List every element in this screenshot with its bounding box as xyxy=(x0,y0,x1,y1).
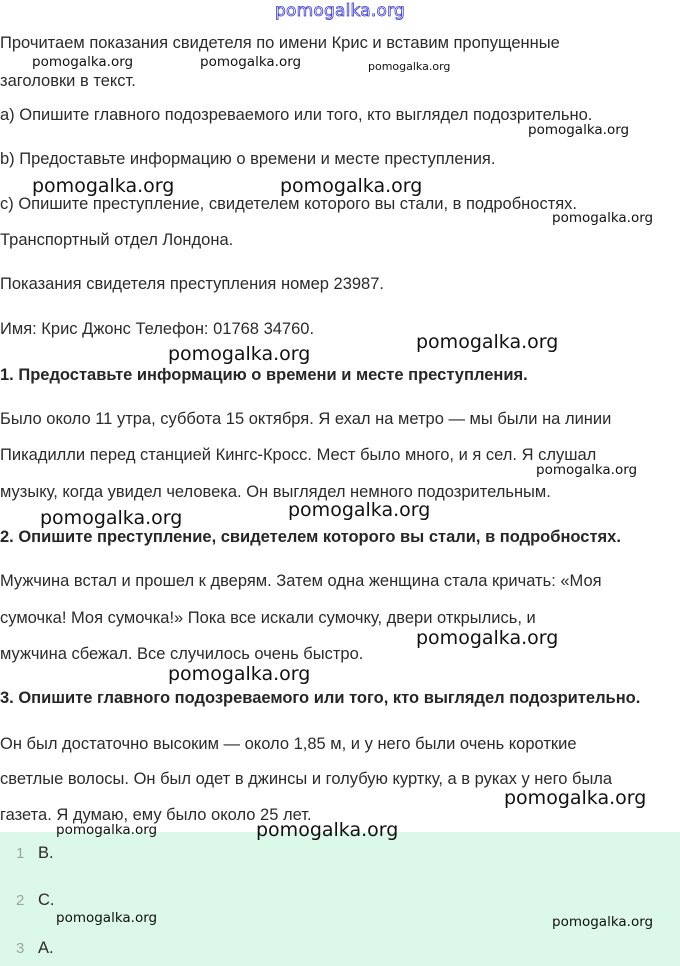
watermark: pomogalka.org xyxy=(200,54,302,70)
answer-row xyxy=(16,890,55,911)
watermark: pomogalka.org xyxy=(416,627,559,649)
watermark: pomogalka.org xyxy=(256,819,399,841)
section-1-line-1: Было около 11 утра, суббота 15 октября. Я ехал на метро — мы были на линии xyxy=(0,410,612,428)
watermark: pomogalka.org xyxy=(32,175,175,197)
watermark: pomogalka.org xyxy=(288,499,431,521)
section-3-line-2: светлые волосы. Он был одет в джинсы и голубую куртку, а в руках у него была xyxy=(0,770,613,788)
name-phone-line: Имя: Крис Джонс Телефон: 01768 34760. xyxy=(0,320,315,338)
site-logo[interactable]: pomogalka.org xyxy=(275,1,405,21)
section-3-line-1: Он был достаточно высоким — около 1,85 м, и у него были очень короткие xyxy=(0,735,577,753)
section-2-heading: 2. Опишите преступление, свидетелем которого вы стали, в подробностях. xyxy=(0,528,621,546)
section-3-heading: 3. Опишите главного подозреваемого или того, кто выглядел подозрительно. xyxy=(0,689,641,707)
answer-row xyxy=(16,843,54,864)
department-line: Транспортный отдел Лондона. xyxy=(0,231,234,249)
answer-number: 3 xyxy=(16,940,25,957)
intro-line-2: заголовки в текст. xyxy=(0,72,136,90)
section-2-line-2: сумочка! Моя сумочка!» Пока все искали сумочку, двери открылись, и xyxy=(0,609,536,627)
option-c: c) Опишите преступление, свидетелем которого вы стали, в подробностях. xyxy=(0,195,578,213)
answer-number: 2 xyxy=(16,892,25,909)
answer-text: C. xyxy=(38,891,55,909)
watermark: pomogalka.org xyxy=(56,822,158,838)
section-3-line-3: газета. Я думаю, ему было около 25 лет. xyxy=(0,806,312,824)
answer-number: 1 xyxy=(16,845,25,862)
option-a: a) Опишите главного подозреваемого или того, кто выглядел подозрительно. xyxy=(0,106,593,124)
watermark: pomogalka.org xyxy=(552,914,654,930)
section-2-line-3: мужчина сбежал. Все случилось очень быстро. xyxy=(0,645,364,663)
option-b: b) Предоставьте информацию о времени и месте преступления. xyxy=(0,150,496,168)
section-1-line-3: музыку, когда увидел человека. Он выглядел немного подозрительным. xyxy=(0,483,551,501)
watermark: pomogalka.org xyxy=(168,663,311,685)
statement-number: Показания свидетеля преступления номер 23987. xyxy=(0,275,384,293)
answer-text: B. xyxy=(38,844,54,862)
watermark: pomogalka.org xyxy=(368,60,451,73)
answer-text: A. xyxy=(38,939,54,957)
watermark: pomogalka.org xyxy=(528,122,630,138)
section-2-line-1: Мужчина встал и прошел к дверям. Затем одна женщина стала кричать: «Моя xyxy=(0,572,602,590)
answer-row xyxy=(16,938,54,959)
watermark: pomogalka.org xyxy=(536,462,638,478)
answers-panel xyxy=(0,832,680,966)
watermark: pomogalka.org xyxy=(32,54,134,70)
watermark: pomogalka.org xyxy=(552,210,654,226)
watermark: pomogalka.org xyxy=(280,175,423,197)
section-1-heading: 1. Предоставьте информацию о времени и месте преступления. xyxy=(0,366,528,384)
watermark: pomogalka.org xyxy=(416,331,559,353)
section-1-line-2: Пикадилли перед станцией Кингс-Кросс. Мест было много, и я сел. Я слушал xyxy=(0,446,597,464)
watermark: pomogalka.org xyxy=(504,787,647,809)
watermark: pomogalka.org xyxy=(40,507,183,529)
intro-line-1: Прочитаем показания свидетеля по имени Крис и вставим пропущенные xyxy=(0,34,560,52)
watermark: pomogalka.org xyxy=(168,343,311,365)
watermark: pomogalka.org xyxy=(56,910,158,926)
